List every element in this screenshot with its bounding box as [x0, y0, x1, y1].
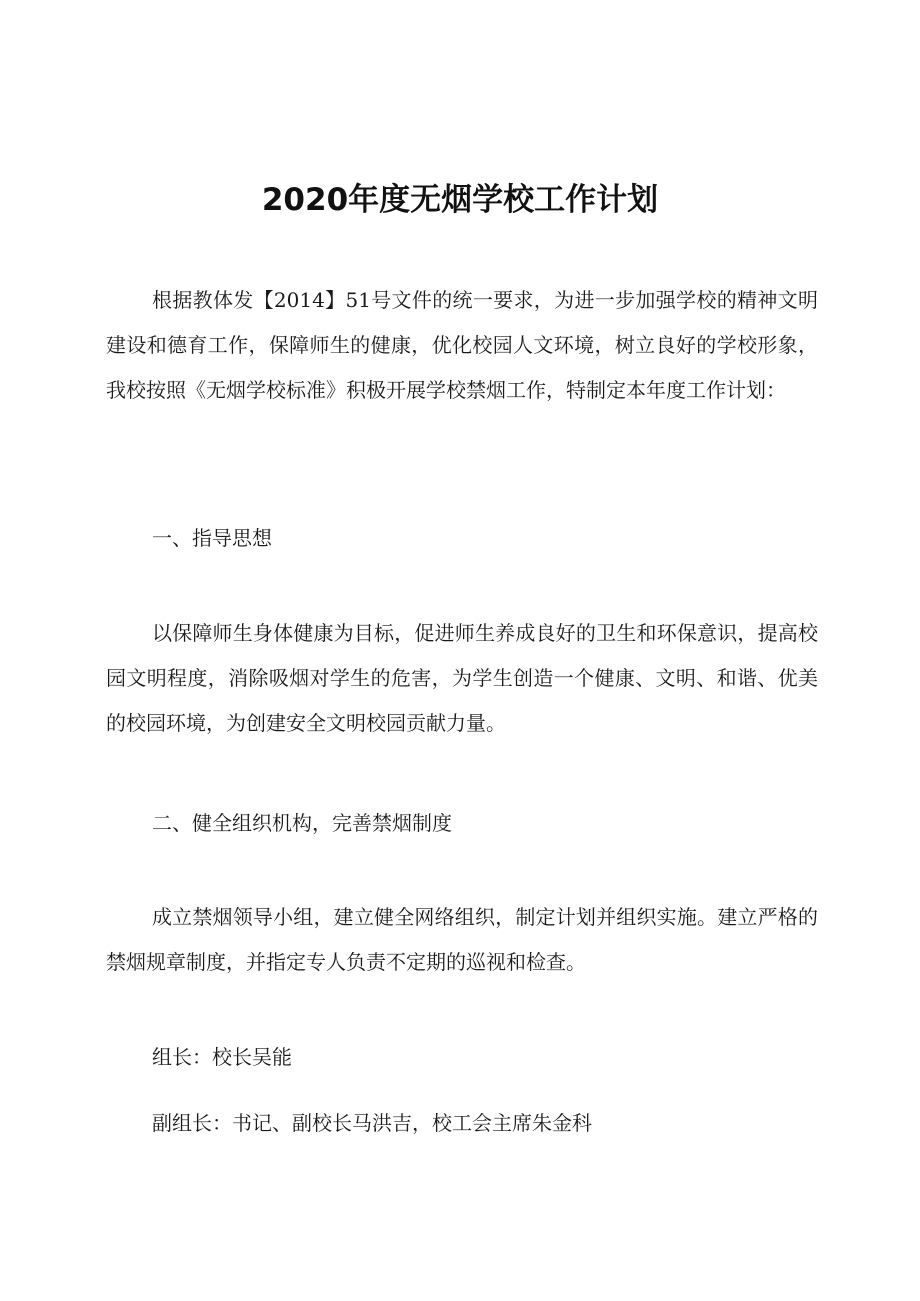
section-paragraph-organization: 成立禁烟领导小组，建立健全网络组织，制定计划并组织实施。建立严格的禁烟规章制度，并指定专人负责不定期的巡视和检查。 [106, 905, 818, 974]
group-leader-line: 组长：校长吴能 [152, 1045, 292, 1069]
section-heading-guiding-ideology: 一、指导思想 [152, 526, 272, 550]
document-title: 2020年度无烟学校工作计划 [261, 182, 659, 218]
section-paragraph-guiding-ideology: 以保障师生身体健康为目标，促进师生养成良好的卫生和环保意识，提高校园文明程度，消除吸烟对学生的危害，为学生创造一个健康、文明、和谐、优美的校园环境，为创建安全文明校园贡献力量。 [106, 621, 818, 735]
section-heading-organization: 二、健全组织机构，完善禁烟制度 [152, 811, 452, 835]
intro-paragraph: 根据教体发【2014】51号文件的统一要求，为进一步加强学校的精神文明建设和德育工作，保障师生的健康，优化校园人文环境，树立良好的学校形象，我校按照《无烟学校标准》积极开展学校禁烟工作，特制定本年度工作计划： [106, 288, 818, 402]
deputy-leader-line: 副组长：书记、副校长马洪吉，校工会主席朱金科 [152, 1111, 592, 1135]
